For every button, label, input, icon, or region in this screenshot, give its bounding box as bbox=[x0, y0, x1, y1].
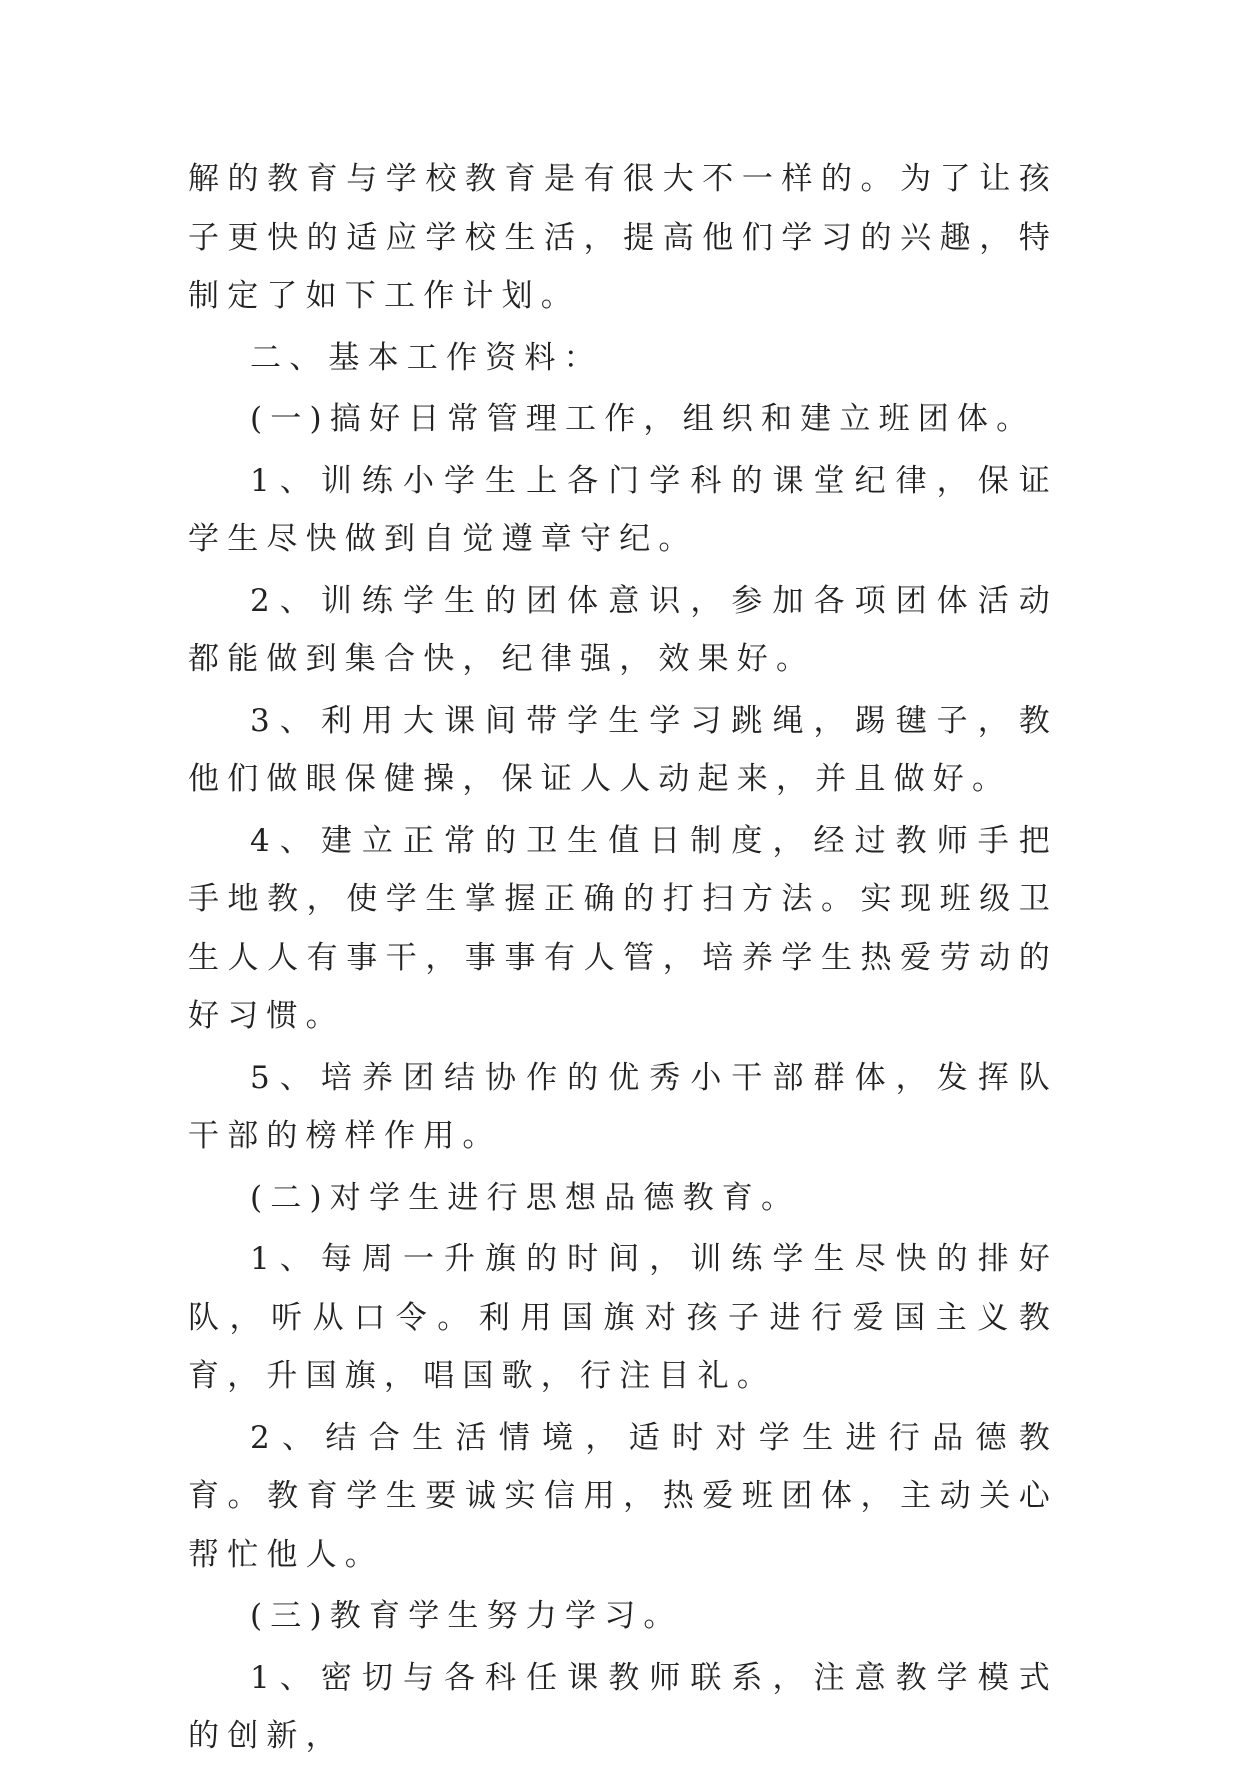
list-item-teacher-liaison: 1、密切与各科任课教师联系，注意教学模式的创新， bbox=[188, 1659, 1058, 1754]
list-item-hygiene-duty: 4、建立正常的卫生值日制度，经过教师手把手地教，使学生掌握正确的打扫方法。实现班级卫生人人有事干，事事有人管，培养学生热爱劳动的好习惯。 bbox=[188, 822, 1058, 1034]
list-item-group-awareness: 2、训练学生的团体意识，参加各项团体活动都能做到集合快，纪律强，效果好。 bbox=[188, 582, 1058, 677]
document-body bbox=[188, 150, 1058, 1769]
subsection-heading-study-effort: (三)教育学生努力学习。 bbox=[250, 1598, 683, 1634]
list-item-student-leaders: 5、培养团结协作的优秀小干部群体，发挥队干部的榜样作用。 bbox=[188, 1059, 1058, 1154]
subsection-heading-daily-management: (一)搞好日常管理工作，组织和建立班团体。 bbox=[250, 401, 1036, 437]
section-heading-basic-work: 二、基本工作资料： bbox=[250, 339, 603, 376]
list-item-exercise-activities: 3、利用大课间带学生学习跳绳，踢毽子，教他们做眼保健操，保证人人动起来，并且做好。 bbox=[188, 702, 1058, 797]
list-item-character-education: 2、结合生活情境，适时对学生进行品德教育。教育学生要诚实信用，热爱班团体，主动关心帮忙他人。 bbox=[188, 1419, 1058, 1573]
paragraph-intro-continuation: 解的教育与学校教育是有很大不一样的。为了让孩子更快的适应学校生活，提高他们学习的兴趣，特制定了如下工作计划。 bbox=[188, 161, 1058, 314]
list-item-flag-raising: 1、每周一升旗的时间，训练学生尽快的排好队，听从口令。利用国旗对孩子进行爱国主义教育，升国旗，唱国歌，行注目礼。 bbox=[188, 1241, 1058, 1394]
subsection-heading-moral-education: (二)对学生进行思想品德教育。 bbox=[250, 1179, 801, 1216]
list-item-classroom-discipline: 1、训练小学生上各门学科的课堂纪律，保证学生尽快做到自觉遵章守纪。 bbox=[188, 462, 1058, 557]
